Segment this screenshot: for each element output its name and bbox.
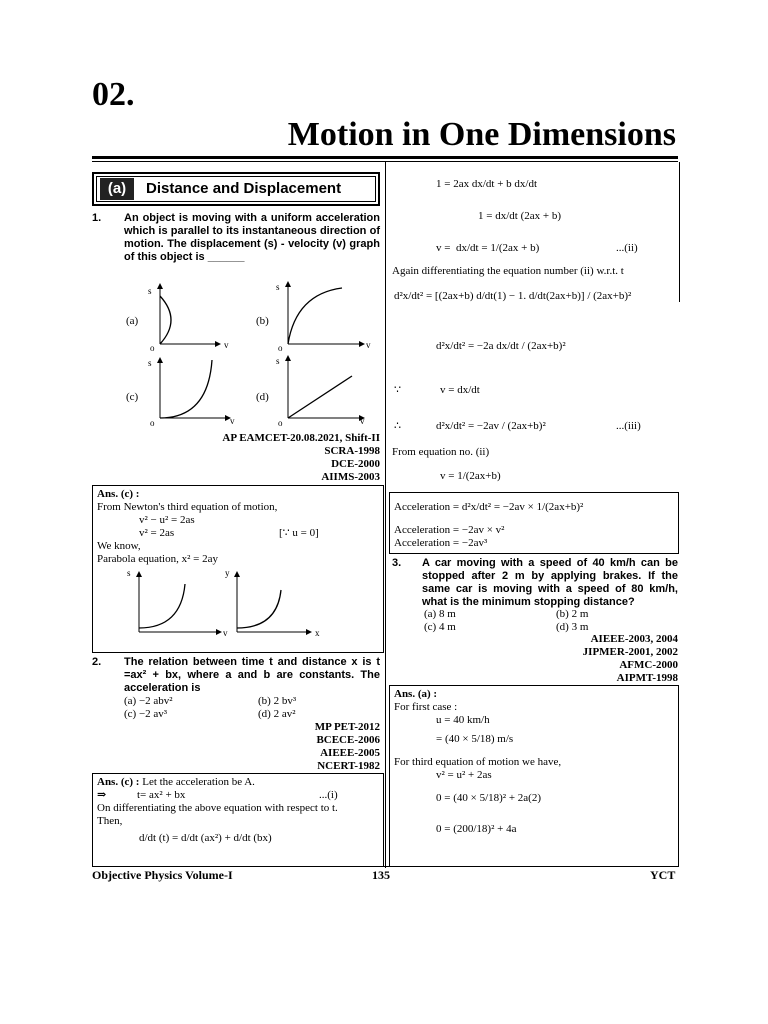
ans1-line3: v² = 2as xyxy=(139,527,175,539)
footer-page-number: 135 xyxy=(372,868,390,882)
ans1-graph2-axis-x: x xyxy=(315,628,320,638)
acc-line3: Acceleration = −2av³ xyxy=(394,537,488,549)
ans3-line3: = (40 × 5/18) m/s xyxy=(436,733,514,745)
graph-a-axis-s: s xyxy=(148,286,152,296)
right-eq-g: d²x/dt² = −2av / (2ax+b)² xyxy=(436,420,546,432)
q3-option-d: (d) 3 m xyxy=(556,621,589,633)
graph-d-axis-s: s xyxy=(276,356,280,366)
right-line1: Again differentiating the equation number (ii) w.r.t. t xyxy=(392,265,624,277)
q1-graphs xyxy=(120,276,382,432)
graph-c-label: (c) xyxy=(126,391,139,403)
ans2-eq1-tag: ...(i) xyxy=(319,789,338,801)
ans3-head: Ans. (a) : xyxy=(394,688,438,700)
right-line2: From equation no. (ii) xyxy=(392,446,490,458)
column-divider xyxy=(385,162,386,868)
q1-text: An object is moving with a uniform acceleration which is parallel to its instantaneous direction of motion. The displacement (s) - velocity (v) graph of this object is ______ xyxy=(124,212,380,263)
graph-c xyxy=(126,358,235,428)
ans2-head: Ans. (c) : xyxy=(97,776,140,788)
right-tag-iii: ...(iii) xyxy=(616,420,641,432)
graph-d-label: (d) xyxy=(256,391,269,403)
graph-d-origin: o xyxy=(278,418,283,428)
right-eq-c-v: v = xyxy=(436,242,451,254)
graph-b xyxy=(256,282,371,353)
q3-number: 3. xyxy=(392,557,402,569)
footer-book-title: Objective Physics Volume-I xyxy=(92,868,233,882)
right-because: ∵ xyxy=(394,384,401,396)
ans1-graph1-axis-s: s xyxy=(127,568,131,578)
right-tag-ii: ...(ii) xyxy=(616,242,638,254)
right-eq-h: v = 1/(2ax+b) xyxy=(440,470,501,482)
q3-option-c: (c) 4 m xyxy=(424,621,456,633)
section-tag: (a) xyxy=(100,178,134,200)
section-heading xyxy=(92,172,380,206)
graph-a xyxy=(126,284,229,353)
footer-publisher: YCT xyxy=(650,868,676,882)
ans3-line5: v² = u² + 2as xyxy=(436,769,492,781)
ans2-eq1: t= ax² + bx xyxy=(137,789,186,801)
graph-a-axis-v: v xyxy=(224,340,229,350)
graph-a-label: (a) xyxy=(126,315,139,327)
right-eq-c: dx/dt = 1/(2ax + b) xyxy=(456,242,540,254)
header-rule xyxy=(92,156,678,159)
graph-b-label: (b) xyxy=(256,315,269,327)
acceleration-box xyxy=(389,492,679,554)
right-border xyxy=(679,162,680,302)
q1-number: 1. xyxy=(92,212,102,224)
ans2-arrow: ⇒ xyxy=(97,789,107,801)
ans2-line2: On differentiating the above equation with respect to t. xyxy=(97,802,338,814)
q2-sources: MP PET-2012 BCECE-2006 AIEEE-2005 NCERT-1982 xyxy=(314,721,380,772)
ans2-head-rest: Let the acceleration be A. xyxy=(142,776,255,788)
acc-line1: Acceleration = d²x/dt² = −2av × 1/(2ax+b)² xyxy=(394,501,584,513)
ans1-graph1-axis-v: v xyxy=(223,628,228,638)
ans3-line7: 0 = (200/18)² + 4a xyxy=(436,823,517,835)
q2-text: The relation between time t and distance x is t =ax² + bx, where a and b are constants. The acceleration is xyxy=(124,656,380,694)
ans1-line5: Parabola equation, x² = 2ay xyxy=(97,553,218,565)
q2-option-a: (a) −2 abv² xyxy=(124,695,173,707)
ans3-line1: For first case : xyxy=(394,701,458,713)
ans2-line3: Then, xyxy=(97,815,123,827)
q2-option-c: (c) −2 av³ xyxy=(124,708,168,720)
graph-b-axis-v: v xyxy=(366,340,371,350)
right-eq-a: 1 = 2ax dx/dt + b dx/dt xyxy=(436,178,538,190)
graph-c-origin: o xyxy=(150,418,155,428)
graph-b-origin: o xyxy=(278,343,283,353)
graph-b-axis-s: s xyxy=(276,282,280,292)
ans3-line2: u = 40 km/h xyxy=(436,714,490,726)
ans2-eq2: d/dt (t) = d/dt (ax²) + d/dt (bx) xyxy=(139,832,272,844)
right-eq-e: d²x/dt² = −2a dx/dt / (2ax+b)² xyxy=(436,340,566,352)
graph-a-origin: o xyxy=(150,343,155,353)
q3-option-b: (b) 2 m xyxy=(556,608,589,620)
right-therefore: ∴ xyxy=(394,420,401,432)
q3-text: A car moving with a speed of 40 km/h can be stopped after 2 m by applying brakes. If the same car is moving with a speed of 80 km/h, what is the minimum stopping distance? xyxy=(422,557,678,608)
q2-number: 2. xyxy=(92,656,102,668)
q2-option-d: (d) 2 av² xyxy=(258,708,296,720)
footer-rule xyxy=(92,866,678,867)
q3-option-a: (a) 8 m xyxy=(424,608,456,620)
ans1-head: Ans. (c) : xyxy=(97,488,140,500)
right-eq-d: d²x/dt² = [(2ax+b) d/dt(1) − 1. d/dt(2ax+b)] / (2ax+b)² xyxy=(394,290,632,302)
ans1-line1: From Newton's third equation of motion, xyxy=(97,501,278,513)
ans3-line4: For third equation of motion we have, xyxy=(394,756,562,768)
ans1-line2: v² − u² = 2as xyxy=(139,514,195,526)
ans3-line6: 0 = (40 × 5/18)² + 2a(2) xyxy=(436,792,541,804)
acc-line2: Acceleration = −2av × v² xyxy=(394,524,505,536)
ans1-line4: We know, xyxy=(97,540,141,552)
graph-c-axis-v: v xyxy=(230,416,235,426)
right-eq-b: 1 = dx/dt (2ax + b) xyxy=(478,210,561,222)
ans1-graph2-axis-y: y xyxy=(225,568,230,578)
q1-sources: AP EAMCET-20.08.2021, Shift-II SCRA-1998 DCE-2000 AIIMS-2003 xyxy=(222,432,380,483)
q2-option-b: (b) 2 bv³ xyxy=(258,695,297,707)
right-eq-f: v = dx/dt xyxy=(440,384,480,396)
section-title: Distance and Displacement xyxy=(146,180,342,197)
ans1-line3b: [∵ u = 0] xyxy=(279,527,319,539)
answer-3-box xyxy=(389,685,679,867)
graph-d xyxy=(256,356,365,428)
q3-sources: AIEEE-2003, 2004 JIPMER-2001, 2002 AFMC-2000 AIPMT-1998 xyxy=(582,633,678,684)
ans1-graphs xyxy=(125,566,345,638)
answer-1-box xyxy=(92,485,384,653)
chapter-title: Motion in One Dimensions xyxy=(287,116,676,153)
answer-2-box xyxy=(92,773,384,867)
chapter-number: 02. xyxy=(92,76,135,113)
graph-d-axis-v: v xyxy=(360,416,365,426)
graph-c-axis-s: s xyxy=(148,358,152,368)
